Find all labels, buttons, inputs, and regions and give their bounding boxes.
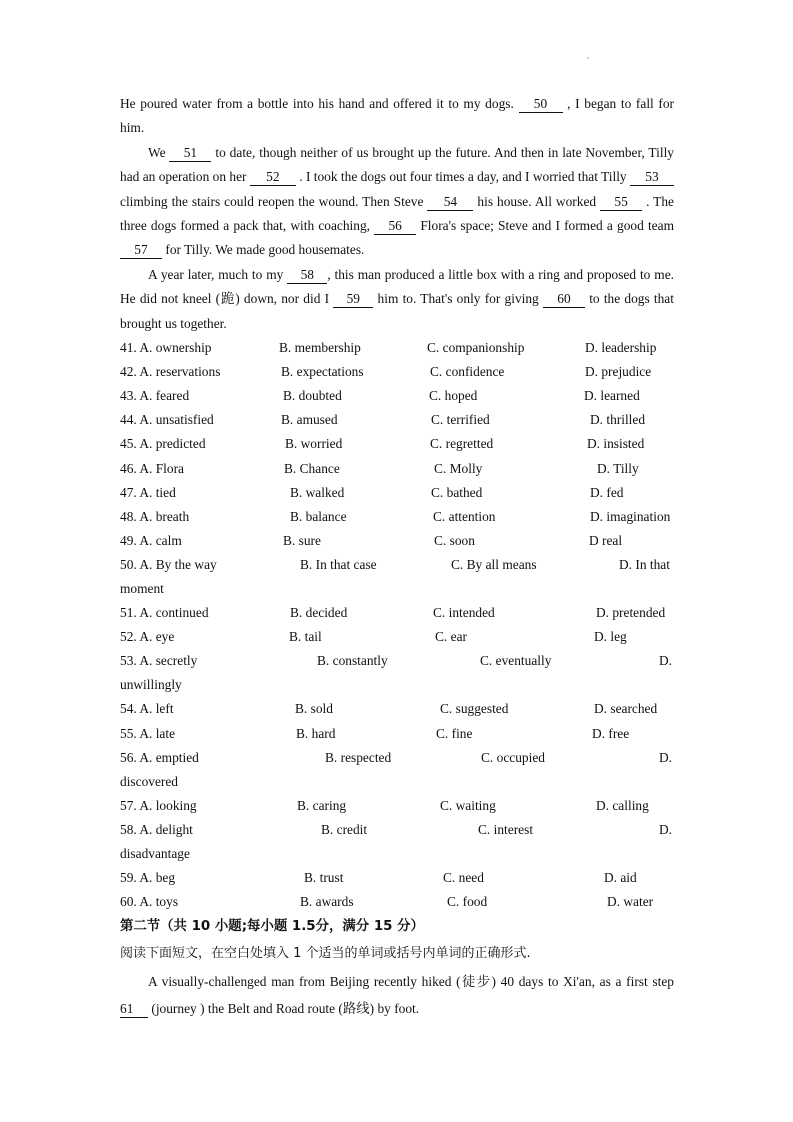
- blank-51[interactable]: 51: [169, 145, 211, 162]
- option-b[interactable]: B. tail: [289, 629, 322, 645]
- option-b[interactable]: B. doubted: [283, 388, 342, 404]
- option-row-56: [120, 746, 674, 794]
- options-list: [120, 336, 674, 914]
- option-c[interactable]: C. soon: [434, 532, 475, 548]
- text: his house. All worked: [477, 193, 597, 209]
- option-b[interactable]: B. decided: [290, 605, 348, 621]
- option-c[interactable]: C. regretted: [430, 436, 494, 452]
- option-row-51: [120, 601, 674, 625]
- option-a[interactable]: 44. A. unsatisfied: [120, 412, 214, 428]
- option-d[interactable]: D.: [659, 749, 673, 765]
- option-b[interactable]: B. amused: [281, 412, 338, 428]
- option-b[interactable]: B. credit: [321, 821, 368, 837]
- option-d[interactable]: D.: [659, 653, 673, 669]
- blank-55[interactable]: 55: [600, 194, 642, 211]
- blank-53[interactable]: 53: [630, 169, 674, 186]
- option-a[interactable]: 56. A. emptied: [120, 749, 199, 765]
- option-a[interactable]: 54. A. left: [120, 701, 174, 717]
- option-row-41: [120, 336, 674, 360]
- option-row-45: [120, 432, 674, 456]
- text: him to. That's only for giving: [377, 291, 539, 307]
- option-row-54: [120, 697, 674, 721]
- option-d[interactable]: D. pretended: [596, 605, 666, 621]
- option-a[interactable]: 41. A. ownership: [120, 340, 212, 356]
- option-b[interactable]: B. sure: [283, 532, 321, 548]
- option-row-57: [120, 794, 674, 818]
- option-row-53: [120, 649, 674, 697]
- option-c[interactable]: C. interest: [478, 821, 534, 837]
- option-row-55: [120, 722, 674, 746]
- option-d[interactable]: D. leadership: [585, 340, 657, 356]
- option-c[interactable]: C. terrified: [431, 412, 490, 428]
- option-a[interactable]: 60. A. toys: [120, 894, 179, 910]
- option-row-47: [120, 481, 674, 505]
- blank-60[interactable]: 60: [543, 291, 585, 308]
- blank-54[interactable]: 54: [427, 194, 473, 211]
- option-c[interactable]: C. Molly: [434, 460, 483, 476]
- option-d-continuation: moment: [120, 581, 164, 596]
- option-c[interactable]: C. intended: [433, 605, 495, 621]
- option-c[interactable]: C. occupied: [481, 749, 545, 765]
- text: to the dogs that brought us together.: [120, 291, 674, 331]
- option-a[interactable]: 50. A. By the way: [120, 556, 217, 572]
- option-d[interactable]: D real: [589, 532, 623, 548]
- text: We: [148, 144, 166, 160]
- text: A visually-challenged man from Beijing recently hiked (徒步) 40 days to Xi'an, as a first step: [148, 974, 674, 990]
- blank-57[interactable]: 57: [120, 242, 162, 259]
- blank-56[interactable]: 56: [374, 218, 416, 235]
- option-c[interactable]: C. fine: [436, 725, 473, 741]
- option-d[interactable]: D. calling: [596, 797, 649, 813]
- option-b[interactable]: B. In that case: [300, 556, 377, 572]
- option-a[interactable]: 57. A. looking: [120, 797, 197, 813]
- blank-52[interactable]: 52: [250, 169, 296, 186]
- text: , I began to fall for him.: [120, 96, 675, 136]
- text: He poured water from a bottle into his hand and offered it to my dogs.: [120, 96, 514, 111]
- option-a[interactable]: 42. A. reservations: [120, 364, 221, 380]
- text: , this man produced a little box with a ring and proposed to me. He did not kneel (跪) down, nor did I: [120, 266, 674, 307]
- option-c[interactable]: C. confidence: [430, 364, 505, 380]
- option-a[interactable]: 55. A. late: [120, 725, 176, 741]
- option-row-58: [120, 818, 674, 866]
- option-d[interactable]: D. fed: [590, 484, 624, 500]
- text: for Tilly. We made good housemates.: [165, 242, 365, 258]
- option-d[interactable]: D. imagination: [590, 508, 671, 524]
- blank-61[interactable]: 61: [120, 1001, 148, 1018]
- option-c[interactable]: C. companionship: [427, 340, 525, 356]
- option-d[interactable]: D. In that: [619, 556, 670, 572]
- option-d[interactable]: D.: [659, 821, 673, 837]
- paragraph-1: [120, 92, 674, 141]
- text: . The three dogs formed a pack that, with coaching,: [120, 193, 674, 234]
- option-c[interactable]: C. suggested: [440, 701, 509, 717]
- option-c[interactable]: C. ear: [435, 629, 467, 645]
- text: (journey ) the Belt and Road route (路线) by foot.: [151, 1001, 420, 1017]
- option-d-continuation: disadvantage: [120, 846, 190, 862]
- option-row-42: [120, 360, 674, 384]
- option-d[interactable]: D. Tilly: [597, 460, 639, 476]
- option-d[interactable]: D. searched: [594, 701, 658, 717]
- option-row-48: [120, 505, 674, 529]
- paragraph-2: [120, 141, 674, 263]
- option-a[interactable]: 58. A. delight: [120, 821, 193, 837]
- option-c[interactable]: C. attention: [433, 508, 496, 524]
- option-row-46: [120, 457, 674, 481]
- paragraph-3: [120, 263, 674, 336]
- paragraph-section2: [120, 968, 674, 1022]
- option-a[interactable]: 47. A. tied: [120, 484, 176, 500]
- option-a[interactable]: 46. A. Flora: [120, 460, 184, 476]
- section-title: 第二节（共 10 小题;每小题 1.5分，满分 15 分）: [120, 919, 424, 935]
- option-a[interactable]: 59. A. beg: [120, 870, 176, 886]
- option-c[interactable]: C. hoped: [429, 388, 478, 404]
- option-d[interactable]: D. thrilled: [590, 412, 646, 428]
- option-a[interactable]: 52. A. eye: [120, 629, 175, 645]
- option-row-43: [120, 384, 674, 408]
- option-d[interactable]: D. free: [592, 725, 630, 741]
- option-c[interactable]: C. need: [443, 870, 484, 886]
- option-row-59: [120, 866, 674, 890]
- option-row-44: [120, 408, 674, 432]
- option-d-continuation: discovered: [120, 773, 179, 789]
- text: . I took the dogs out four times a day, and I worried that Tilly: [299, 169, 627, 185]
- text: to date, though neither of us brought up the future. And then in late November, Tilly had an operation on her: [120, 144, 674, 185]
- option-b[interactable]: B. constantly: [317, 653, 388, 669]
- option-b[interactable]: B. Chance: [284, 460, 340, 476]
- option-row-52: [120, 625, 674, 649]
- blank-58[interactable]: 58: [287, 267, 327, 284]
- option-b[interactable]: B. walked: [290, 484, 345, 500]
- option-d[interactable]: D. prejudice: [585, 364, 652, 380]
- option-c[interactable]: C. bathed: [431, 484, 483, 500]
- option-b[interactable]: B. expectations: [281, 364, 364, 380]
- option-row-60: [120, 890, 674, 914]
- text: Flora's space; Steve and I formed a good team: [420, 218, 674, 234]
- option-c[interactable]: C. waiting: [440, 797, 496, 813]
- option-b[interactable]: B. caring: [297, 797, 347, 813]
- option-a[interactable]: 43. A. feared: [120, 388, 190, 404]
- option-b[interactable]: B. hard: [296, 725, 336, 741]
- option-a[interactable]: 53. A. secretly: [120, 653, 198, 669]
- option-d[interactable]: D. learned: [584, 388, 640, 404]
- option-a[interactable]: 51. A. continued: [120, 605, 209, 621]
- document-page: [120, 92, 674, 1022]
- text: A year later, much to my: [148, 266, 284, 282]
- option-b[interactable]: B. membership: [279, 340, 361, 356]
- option-b[interactable]: B. trust: [304, 870, 344, 886]
- section-instruction: 阅读下面短文，在空白处填入 1 个适当的单词或括号内单词的正确形式.: [120, 946, 531, 962]
- option-d[interactable]: D. leg: [594, 629, 627, 645]
- option-d[interactable]: D. water: [607, 894, 654, 910]
- option-d[interactable]: D. aid: [604, 870, 637, 886]
- option-row-49: [120, 529, 674, 553]
- option-b[interactable]: B. worried: [285, 436, 343, 452]
- option-row-50: [120, 553, 674, 601]
- option-c[interactable]: C. food: [447, 894, 488, 910]
- option-a[interactable]: 48. A. breath: [120, 508, 190, 524]
- blank-59[interactable]: 59: [333, 291, 373, 308]
- option-c[interactable]: C. By all means: [451, 556, 537, 572]
- option-b[interactable]: B. respected: [325, 749, 392, 765]
- option-b[interactable]: B. balance: [290, 508, 347, 524]
- option-c[interactable]: C. eventually: [480, 653, 552, 669]
- option-b[interactable]: B. awards: [300, 894, 354, 910]
- page-speck: [587, 57, 589, 59]
- option-b[interactable]: B. sold: [295, 701, 333, 717]
- option-d[interactable]: D. insisted: [587, 436, 645, 452]
- option-d-continuation: unwillingly: [120, 677, 182, 693]
- text: climbing the stairs could reopen the wound. Then Steve: [120, 193, 424, 209]
- option-a[interactable]: 45. A. predicted: [120, 436, 206, 452]
- blank-50[interactable]: 50: [519, 96, 563, 113]
- option-a[interactable]: 49. A. calm: [120, 532, 182, 548]
